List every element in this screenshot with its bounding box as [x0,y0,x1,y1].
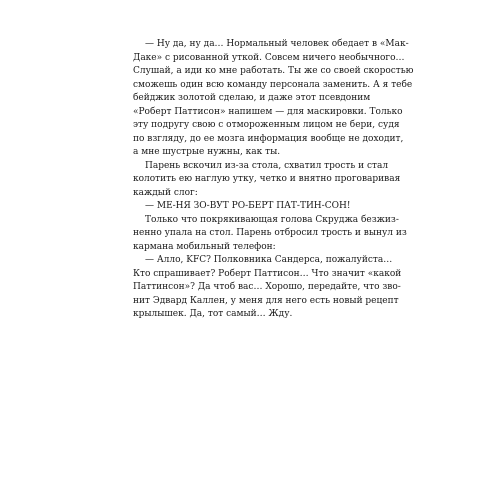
text-line: ненно упала на стол. Парень отбросил трость и вынул из [133,228,407,238]
text-line: кармана мобильный телефон: [133,241,276,252]
text-line: эту подругу свою с отмороженным лицом не бери, судя [133,120,400,130]
text-line: — МЕ-НЯ ЗО-ВУТ РО-БЕРТ ПАТ-ТИН-СОН! [145,201,351,211]
text-line: нит Эдвард Каллен, у меня для него есть новый рецепт [133,295,399,306]
text-line: Парень вскочил из-за стола, схватил трость и стал [145,160,389,171]
text-line: крылышек. Да, тот самый… Жду. [133,309,293,319]
text-line: по взгляду, до ее мозга информация вообще не доходит, [133,133,404,144]
text-line: Слушай, а иди ко мне работать. Ты же со своей скоростью [133,66,414,76]
text-line: колотить ею наглую утку, четко и внятно проговаривая [133,174,401,184]
text-line: — Ну да, ну да… Нормальный человек обедает в «Мак- [145,39,409,49]
text-line: Даке» с рисованной уткой. Совсем ничего необычного… [133,52,405,63]
text-line: сможешь один всю команду персонала заменить. А я тебе [133,79,413,90]
text-line: каждый слог: [133,187,198,198]
text-line: Паттинсон»? Да чтоб вас… Хорошо, передайте, что зво- [133,282,401,292]
text-line: бейджик золотой сделаю, и даже этот псевдоним [133,93,371,103]
page-text [133,38,414,322]
text-line: Кто спрашивает? Роберт Паттисон… Что значит «какой [133,268,402,279]
text-line: Только что покрякивающая голова Скруджа безжиз- [145,214,399,225]
text-line: а мне шустрые нужны, как ты. [133,147,281,157]
text-line: — Алло, KFC? Полковника Сандерса, пожалуйста… [145,255,393,265]
text-line: «Роберт Паттисон» напишем — для маскировки. Только [133,106,403,117]
